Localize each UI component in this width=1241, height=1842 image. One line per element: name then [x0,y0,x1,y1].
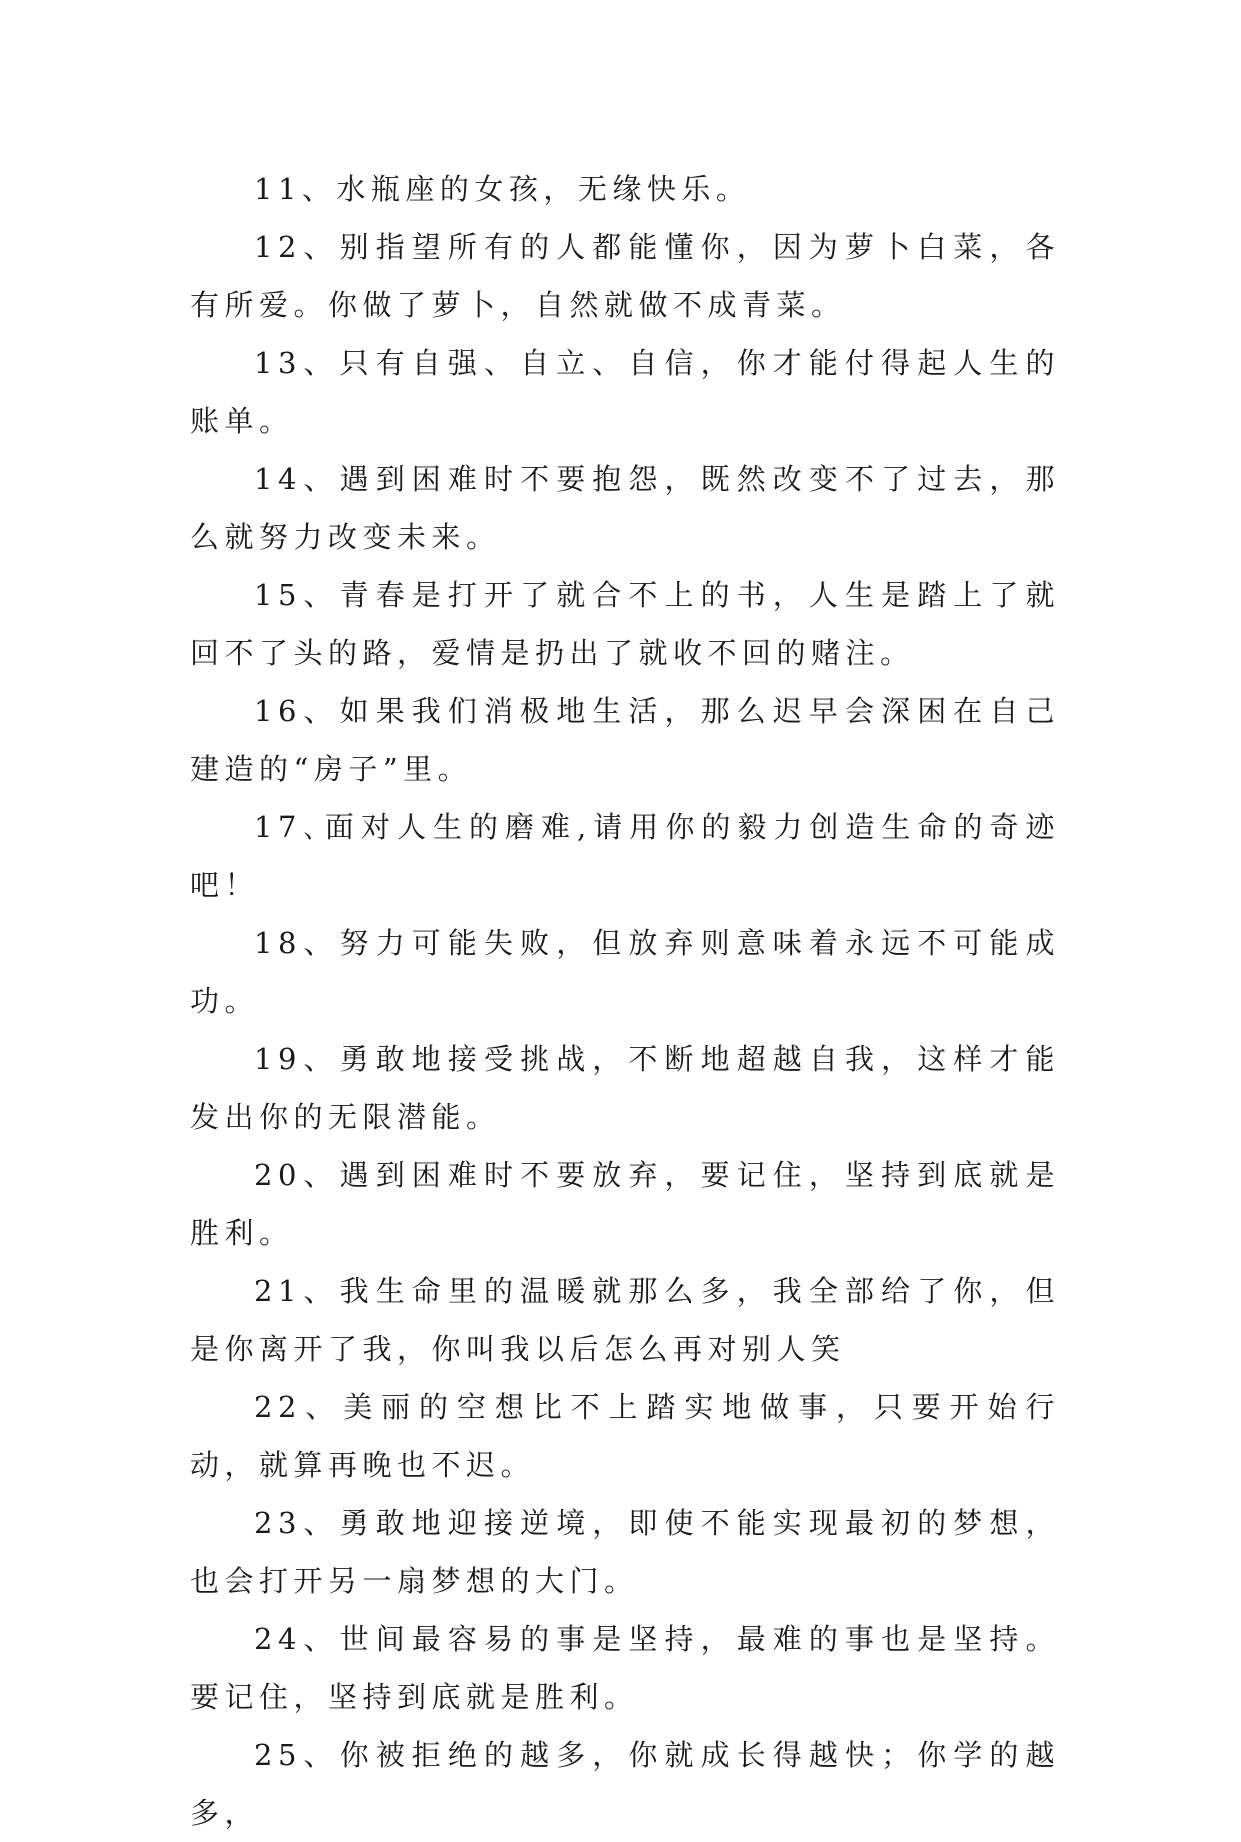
quote-paragraph-23: 23、勇敢地迎接逆境，即使不能实现最初的梦想，也会打开另一扇梦想的大门。 [190,1506,1060,1598]
quote-paragraph-15: 15、青春是打开了就合不上的书，人生是踏上了就回不了头的路，爱情是扔出了就收不回的赌注。 [190,578,1060,670]
quote-paragraph-25: 25、你被拒绝的越多，你就成长得越快；你学的越多， [190,1738,1060,1830]
quote-paragraph-14: 14、遇到困难时不要抱怨，既然改变不了过去，那么就努力改变未来。 [190,462,1060,554]
quote-paragraph-12: 12、别指望所有的人都能懂你，因为萝卜白菜，各有所爱。你做了萝卜，自然就做不成青菜。 [190,230,1060,322]
quote-paragraph-19: 19、勇敢地接受挑战，不断地超越自我，这样才能发出你的无限潜能。 [190,1042,1060,1134]
quote-paragraph-22: 22、美丽的空想比不上踏实地做事，只要开始行动，就算再晚也不迟。 [190,1390,1060,1482]
quote-paragraph-20: 20、遇到困难时不要放弃，要记住，坚持到底就是胜利。 [190,1158,1060,1250]
quote-paragraph-21: 21、我生命里的温暖就那么多，我全部给了你，但是你离开了我，你叫我以后怎么再对别人笑 [190,1274,1060,1366]
document-body [190,160,1060,1842]
quote-paragraph-18: 18、努力可能失败，但放弃则意味着永远不可能成功。 [190,926,1060,1018]
quote-paragraph-11: 11、水瓶座的女孩，无缘快乐。 [254,172,751,206]
quote-paragraph-16: 16、如果我们消极地生活，那么迟早会深困在自己建造的“房子”里。 [190,694,1060,786]
quote-paragraph-17: 17､面对人生的磨难,请用你的毅力创造生命的奇迹吧！ [190,810,1060,902]
quote-paragraph-24: 24、世间最容易的事是坚持，最难的事也是坚持。要记住，坚持到底就是胜利。 [190,1622,1060,1714]
quote-paragraph-13: 13、只有自强、自立、自信，你才能付得起人生的账单。 [190,346,1060,438]
